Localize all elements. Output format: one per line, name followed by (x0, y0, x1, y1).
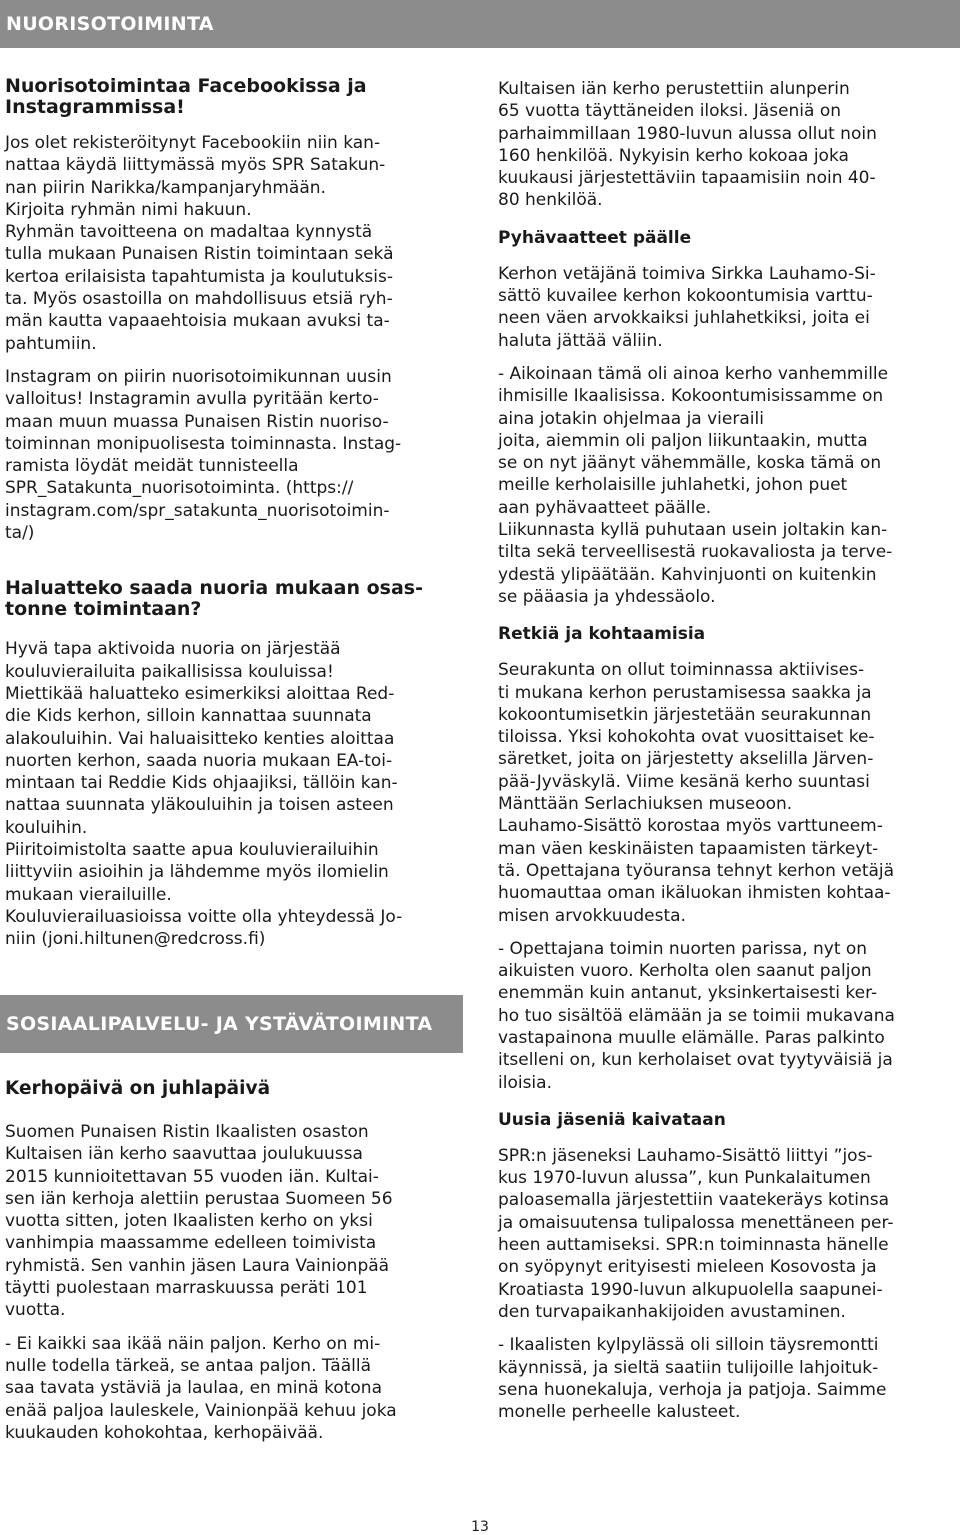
heading-pyhavaatteet: Pyhävaatteet päälle (498, 227, 692, 248)
paragraph-opettajana: - Opettajana toimin nuorten parissa, nyt on aikuisten vuoro. Kerholta olen saanut paljon enemmän kuin antanut, yksinkertaisesti ker- ho tuo sisältöä elämään ja se toimii mukavana vastapainona muulle elämälle. Paras palkinto itselleni on, kun kerholaiset ovat tyytyväisiä ja iloisia. (498, 938, 895, 1093)
section-banner-sosiaalipalvelu: SOSIAALIPALVELU- JA YSTÄVÄTOIMINTA (0, 995, 463, 1053)
heading-facebook-instagram: Nuorisotoimintaa Facebookissa ja Instagrammissa! (5, 75, 367, 118)
paragraph-kouluvierailut: Hyvä tapa aktivoida nuoria on järjestää kouluvierailuita paikallisissa kouluissa! Miettikää haluatteko esimerkiksi aloittaa Red- die Kids kerhon, silloin kannattaa suunnata alakouluihin. Vai haluaisitteko kenties aloittaa nuorten kerhon, saada nuoria mukaan EA-toi- mintaan tai Reddie Kids ohjaajiksi, tällöin kan- nattaa suunnata yläkouluihin ja toisen asteen kouluihin. Piiritoimistolta saatte apua kouluvierailuihin liittyviin asioihin ja lähdemme myös ilomielin mukaan vierailuille. Kouluvierailuasioissa voitte olla yhteydessä Jo- niin (joni.hiltunen@redcross.fi) (5, 639, 403, 950)
paragraph-vainionpaa-quote: - Ei kaikki saa ikää näin paljon. Kerho on mi- nulle todella tärkeä, se antaa paljon. Täällä saa tavata ystäviä ja laulaa, en minä kotona enää paljoa lauleskele, Vainionpää kehuu joka kuukauden kohokohtaa, kerhopäivää. (5, 1333, 397, 1443)
paragraph-kerho-perustettiin: Kultaisen iän kerho perustettiin alunperin 65 vuotta täyttäneiden iloksi. Jäseniä on parhaimmillaan 1980-luvun alussa ollut noin 160 henkilöä. Nykyisin kerho kokoaa joka kuukausi järjestettäviin tapaamisiin noin 40- 80 henkilöä. (498, 79, 877, 211)
left-column-youth (5, 76, 460, 962)
heading-uusia-jasenia: Uusia jäseniä kaivataan (498, 1109, 726, 1130)
heading-retkia: Retkiä ja kohtaamisia (498, 624, 706, 645)
left-column-kerhopaiva (5, 1078, 460, 1455)
paragraph-lauhamo-sisatto: Kerhon vetäjänä toimiva Sirkka Lauhamo-Si- sättö kuvailee kerhon kokoontumisia varttu- neen väen arvokkaiksi juhlahetkiksi, joita ei haluta jättää väliin. (498, 263, 876, 351)
paragraph-seurakunta: Seurakunta on ollut toiminnassa aktiivises- ti mukana kerhon perustamisessa saakka ja kokoontumisetkin järjestetään seurakunnan tiloissa. Yksi kohokohta ovat vuosittaiset ke- säretket, joita on järjestetty akselilla Järven- pää-Jyväskylä. Viime kesänä kerho suuntasi Mänttään Serlachiuksen museoon. Lauhamo-Sisättö korostaa myös varttuneem- man väen keskinäisten tapaamisten tärkeyt- tä. Opettajana työuransa tehnyt kerhon vetäjä huomauttaa oman ikäluokan ihmisten kohtaa- misen arvokkuudesta. (498, 660, 895, 926)
paragraph-kultaisen-ian-kerho: Suomen Punaisen Ristin Ikaalisten osaston Kultaisen iän kerho saavuttaa joulukuussa 2015 kunnioitettavan 55 vuoden iän. Kultai- sen iän kerhoja alettiin perustaa Suomeen 56 vuotta sitten, joten Ikaalisten kerho on yksi vanhimpia maassamme edelleen toimivista ryhmistä. Sen vanhin jäsen Laura Vainionpää täytti puolestaan marraskuussa peräti 101 vuotta. (5, 1122, 393, 1321)
page-number: 13 (471, 1519, 489, 1535)
paragraph-instagram: Instagram on piirin nuorisotoimikunnan uusin valloitus! Instagramin avulla pyritään kerto- maan muun muassa Punaisen Ristin nuoriso- toiminnan monipuolisesta toiminnasta. Instag- ramista löydät meidät tunnisteella SPR_Satakunta_nuorisotoiminta. (https:// instagram.com/spr_satakunta_nuorisotoimin- ta/) (5, 366, 402, 544)
heading-nuoria-mukaan: Haluatteko saada nuoria mukaan osas- tonne toimintaan? (5, 577, 423, 621)
right-column (498, 78, 953, 1434)
paragraph-spr-jaseneksi: SPR:n jäseneksi Lauhamo-Sisättö liittyi ”jos- kus 1970-luvun alussa”, kun Punkalaitumen paloasemalla järjestettiin vaatekeräys kotinsa ja omaisuutensa tulipalossa menettäneen per- heen auttamiseksi. SPR:n toiminnasta hänelle on syöpynyt erityisesti mieleen Kosovosta ja Kroatiasta 1990-luvun alkupuolella saapunei- den turvapaikanhakijoiden avustaminen. (498, 1145, 894, 1322)
paragraph-kylpyla: - Ikaalisten kylpylässä oli silloin täysremontti käynnissä, ja sieltä saatiin tulijoille lahjoituk- sena huonekaluja, verhoja ja patjoja. Saimme monelle perheelle kalusteet. (498, 1335, 887, 1423)
paragraph-aikoinaan: - Aikoinaan tämä oli ainoa kerho vanhemmille ihmisille Ikaalisissa. Kokoontumisissamme on aina jotakin ohjelmaa ja vieraili joita, aiemmin oli paljon liikuntaakin, mutta se on nyt jäänyt vähemmälle, koska tämä on meille kerholaisille juhlahetki, johon puet aan pyhävaatteet päälle. Liikunnasta kyllä puhutaan usein joltakin kan- tilta sekä terveellisestä ruokavaliosta ja terve- ydestä ylipäätään. Kahvinjuonti on kuitenkin se pääasia ja yhdessäolo. (498, 363, 893, 607)
section-banner-nuorisotoiminta: NUORISOTOIMINTA (0, 0, 960, 48)
heading-kerhopaiva: Kerhopäivä on juhlapäivä (5, 1078, 271, 1099)
paragraph-facebook: Jos olet rekisteröitynyt Facebookiin niin kan- nattaa käydä liittymässä myös SPR Satakun- nan piirin Narikka/kampanjaryhmään. Kirjoita ryhmän nimi hakuun. Ryhmän tavoitteena on madaltaa kynnystä tulla mukaan Punaisen Ristin toimintaan sekä kertoa erilaisista tapahtumista ja koulutuksis- ta. Myös osastoilla on mahdollisuus etsiä ryh- män kautta vapaaehtoisia mukaan avuksi ta- pahtumiin. (5, 133, 394, 354)
